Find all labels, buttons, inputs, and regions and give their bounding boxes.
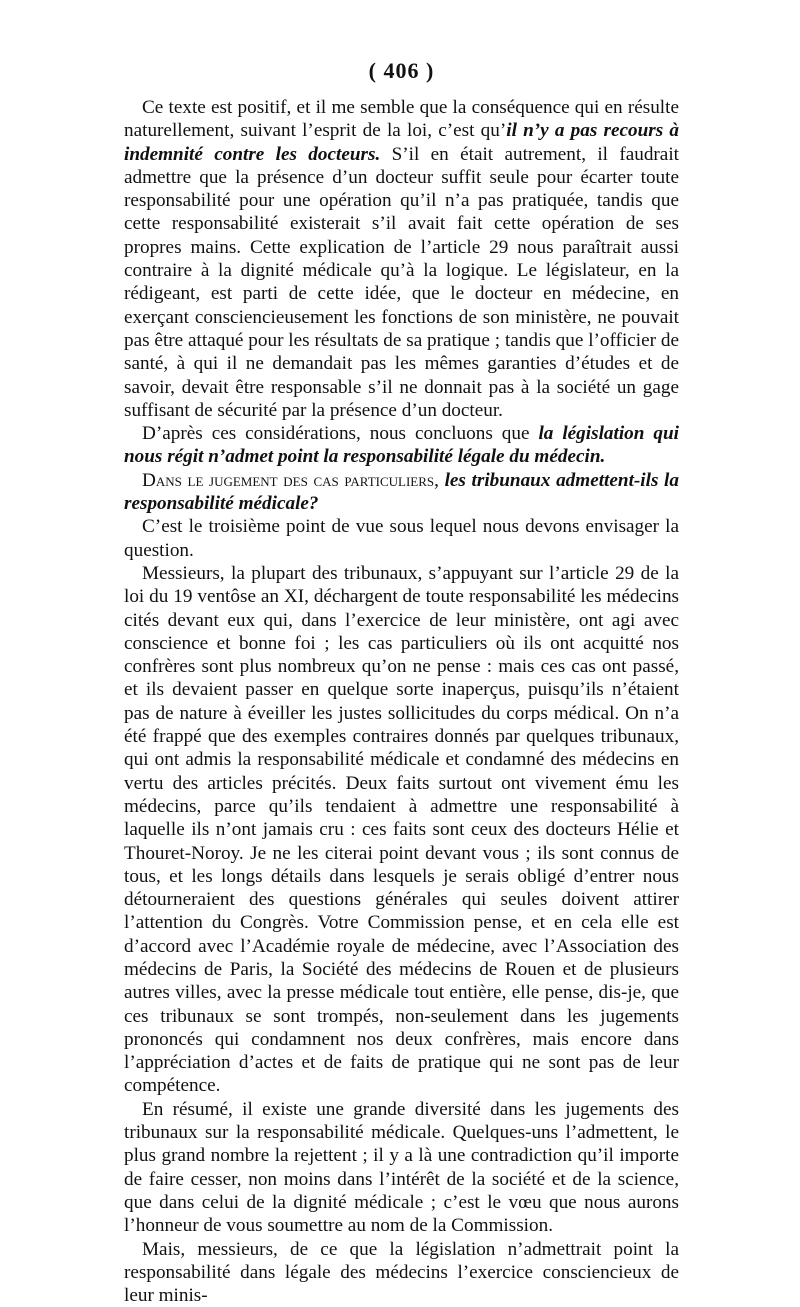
paragraph-1-italic-1: il n’y a pas recours à indemnité contre les docteurs. bbox=[124, 120, 679, 165]
section-heading-italic: les tribunaux admettent-ils la responsabilité médicale? bbox=[124, 469, 679, 515]
section-heading bbox=[124, 469, 679, 516]
paragraph-6 bbox=[124, 1238, 679, 1307]
paragraph-2 bbox=[124, 422, 679, 469]
page-number: ( 406 ) bbox=[368, 58, 435, 83]
section-heading-smallcaps: Dans le jugement des cas particuliers, bbox=[142, 469, 439, 491]
paragraph-1-text-1: Ce texte est positif, et il me semble que la conséquence qui en résulte naturellement, suivant l’esprit de la loi, c’est qu’ bbox=[124, 97, 679, 142]
paragraph-2-italic-1: la législation qui nous régit n’admet point la responsabilité légale du médecin. bbox=[124, 423, 679, 468]
paragraph-3-text-1: C’est le troisième point de vue sous lequel nous devons envisager la question. bbox=[124, 516, 679, 561]
paragraph-4-text-1: Messieurs, la plupart des tribunaux, s’appuyant sur l’article 29 de la loi du 19 ventôse an XI, déchargent de toute responsabilité les médecins cités devant eux qui, dans l’exercice de leur ministère, ont agi avec conscience et bonne foi ; les cas particuliers où ils ont acquitté nos confrères sont plus nombreux qu’on ne pense : mais ces cas ont passé, et ils devaient passer en quelque sorte inaperçus, puisqu’ils n’étaient pas de nature à éveiller les justes sollicitudes du corps médical. On n’a été frappé que des exemples contraires donnés par quelques tribunaux, qui ont admis la responsabilité médicale et condamné des médecins en vertu des articles précités. Deux faits surtout ont vivement ému les médecins, parce qu’ils tendaient à admettre une responsabilité à laquelle ils n’ont jamais cru : ces faits sont ceux des docteurs Hélie et Thouret-Noroy. Je ne les citerai point devant vous ; ils sont connus de tous, et les longs détails dans lesquels je serais obligé d’entrer nous détourneraient des questions générales qui seules doivent attirer l’attention du Congrès. Votre Commission pense, et en cela elle est d’accord avec l’Académie royale de médecine, avec l’Association des médecins de Paris, la Société des médecins de Rouen et de plusieurs autres villes, avec la presse médicale tout entière, elle pense, dis-je, que ces tribunaux se sont trompés, non-seulement dans les jugements prononcés qui condamnent nos deux confrères, mais encore dans l’appréciation d’actes et de faits de pratique qui ne sont pas de leur compétence. bbox=[124, 562, 679, 1097]
paragraph-1 bbox=[124, 96, 679, 422]
book-page bbox=[124, 58, 679, 1307]
paragraph-3 bbox=[124, 515, 679, 562]
paragraph-1-text-2: S’il en était autrement, il faudrait admettre que la présence d’un docteur suffit seule pour écarter toute responsabilité pour une opération qu’il n’a pas pratiquée, tandis que cette responsabilité existerait s’il avait fait cette opération de ses propres mains. Cette explication de l’article 29 nous paraîtrait aussi contraire à la dignité médicale qu’à la logique. Le législateur, en la rédigeant, est parti de cette idée, que le docteur en médecine, en exerçant consciencieusement les fonctions de son ministère, ne pouvait pas être attaqué pour les résultats de sa pratique ; tandis que l’officier de santé, à qui il ne demandait pas les mêmes garanties d’études et de savoir, devait être responsable s’il ne donnait pas à la société un gage suffisant de sécurité par la présence d’un docteur. bbox=[124, 143, 679, 421]
paragraph-2-text-1: D’après ces considérations, nous concluons que bbox=[142, 423, 539, 445]
paragraph-6-text-1: Mais, messieurs, de ce que la législation n’admettrait point la responsabilité dans légale des médecins l’exercice consciencieux de leur minis- bbox=[124, 1238, 679, 1307]
paragraph-5-text-1: En résumé, il existe une grande diversité dans les jugements des tribunaux sur la responsabilité médicale. Quelques-uns l’admettent, le plus grand nombre la rejettent ; il y a là une contradiction qu’il importe de faire cesser, non moins dans l’intérêt de la société et de la science, que dans celui de la dignité médicale ; c’est le vœu que nous aurons l’honneur de vous soumettre au nom de la Commission. bbox=[124, 1098, 679, 1237]
paragraph-5 bbox=[124, 1098, 679, 1238]
paragraph-4 bbox=[124, 562, 679, 1098]
